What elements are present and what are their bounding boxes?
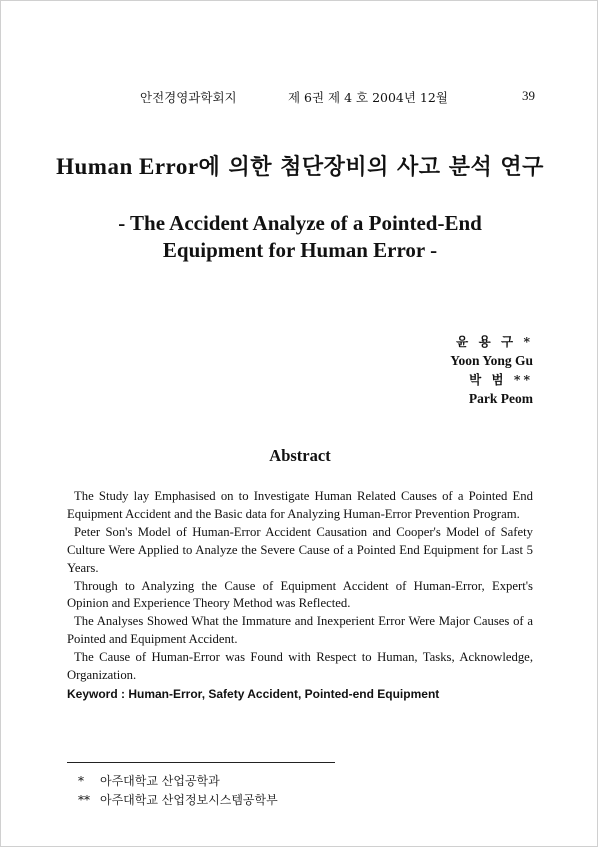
korean-title-rest: 에 의한 첨단장비의 사고 분석 연구 bbox=[198, 154, 544, 180]
footnotes bbox=[78, 772, 278, 810]
abstract-paragraph: The Analyses Showed What the Immature and Inexperient Error Were Major Causes of a Pointed and Equipment Accident. bbox=[67, 614, 533, 647]
english-title-line-2: Equipment for Human Error - bbox=[162, 238, 438, 262]
korean-title bbox=[0, 150, 600, 181]
author-2-korean: 박 범 ** bbox=[469, 372, 533, 387]
footnote-2-text: 아주대학교 산업정보시스템공학부 bbox=[100, 793, 278, 807]
author-1-english: Yoon Yong Gu bbox=[450, 353, 533, 368]
author-2-english: Park Peom bbox=[468, 391, 533, 406]
keywords: Keyword : Human-Error, Safety Accident, Pointed-end Equipment bbox=[67, 686, 440, 701]
journal-name: 안전경영과학회지 bbox=[140, 90, 237, 105]
footnote-2 bbox=[78, 791, 278, 810]
abstract-paragraph: The Study lay Emphasised on to Investigate Human Related Causes of a Pointed End Equipment Accident and the Basic data for Analyzing Human-Error Prevention Program. bbox=[67, 489, 533, 521]
abstract-paragraph: Peter Son's Model of Human-Error Accident Causation and Cooper's Model of Safety Culture Were Applied to Analyze the Severe Cause of a Pointed End Equipment for Last 5 Years. bbox=[67, 524, 533, 575]
abstract-body bbox=[67, 488, 533, 704]
english-title-line-1: - The Accident Analyze of a Pointed-End bbox=[118, 211, 482, 235]
author-1-korean: 윤 용 구 * bbox=[456, 334, 533, 349]
abstract-heading: Abstract bbox=[269, 446, 331, 465]
page-number: 39 bbox=[522, 88, 535, 103]
abstract-paragraph: The Cause of Human-Error was Found with Respect to Human, Tasks, Acknowledge, Organization. bbox=[67, 650, 533, 683]
footnote-1-text: 아주대학교 산업공학과 bbox=[100, 774, 220, 788]
footnote-1-mark: * bbox=[78, 774, 84, 788]
running-header bbox=[140, 88, 535, 104]
korean-title-english-part: Human Error bbox=[56, 154, 199, 179]
footnote-divider bbox=[67, 762, 335, 763]
footnote-2-mark: ** bbox=[78, 793, 90, 807]
abstract-paragraph: Through to Analyzing the Cause of Equipment Accident of Human-Error, Expert's Opinion and Experience Theory Method was Reflected. bbox=[67, 578, 533, 611]
issue-info: 제 6권 제 4 호 2004년 12월 bbox=[288, 90, 448, 105]
footnote-1 bbox=[78, 772, 278, 791]
author-block bbox=[450, 332, 533, 408]
